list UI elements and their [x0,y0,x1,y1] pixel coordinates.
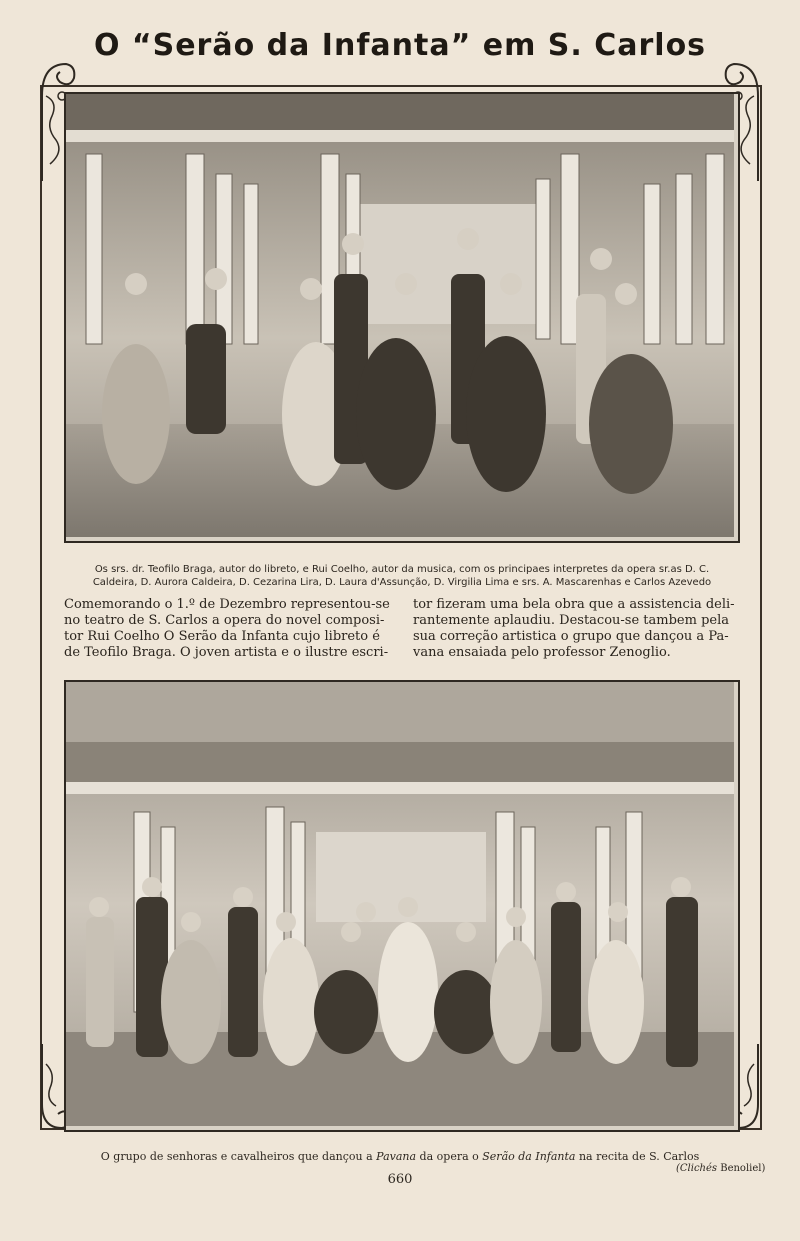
caption-line: Caldeira, D. Aurora Caldeira, D. Cezarina Lira, D. Laura d'Assunção, D. Virgilia Lima e srs. A. Mascarenhas e Carlos Azevedo [92,577,712,588]
photo-opera-cast [64,92,740,543]
article-line: tor Rui Coelho O Serão da Infanta cujo libreto é [64,629,380,644]
article-line: vana ensaiada pelo professor Zenoglio. [413,645,671,660]
article-line: rantemente aplaudiu. Destacou-se tambem pela [413,613,729,628]
credit-name: Benoliel) [720,1163,766,1174]
photo-pavana-dancers [64,680,740,1132]
caption-text: O grupo de senhoras e cavalheiros que dançou a [100,1150,377,1163]
article-column-left [64,597,390,661]
page-title: O “Serão da Infanta” em S. Carlos [93,28,707,63]
caption-line: Os srs. dr. Teofilo Braga, autor do libreto, e Rui Coelho, autor da musica, com os principaes interpretes da opera sr.as D. C. [94,564,710,575]
article-line: de Teofilo Braga. O joven artista e o ilustre escri- [64,645,389,660]
caption-emphasis: Serão da Infanta [482,1150,576,1163]
page-number: 660 [387,1172,413,1187]
article-line: tor fizeram uma bela obra que a assistencia deli- [413,597,735,612]
credit-label: (Clichés [676,1163,721,1174]
caption-text: da opera o [416,1150,483,1163]
article-line: no teatro de S. Carlos a opera do novel composi- [64,613,385,628]
article-line: sua correção artistica o grupo que dançou a Pa- [413,629,729,644]
photo-top-caption [44,563,760,589]
caption-emphasis: Pavana [376,1150,417,1163]
article-line: Comemorando o 1.º de Dezembro representou-se [64,597,390,612]
caption-text: na recita de S. Carlos [575,1150,700,1163]
article-column-right [413,597,735,661]
photo-bottom-caption [0,1150,800,1163]
